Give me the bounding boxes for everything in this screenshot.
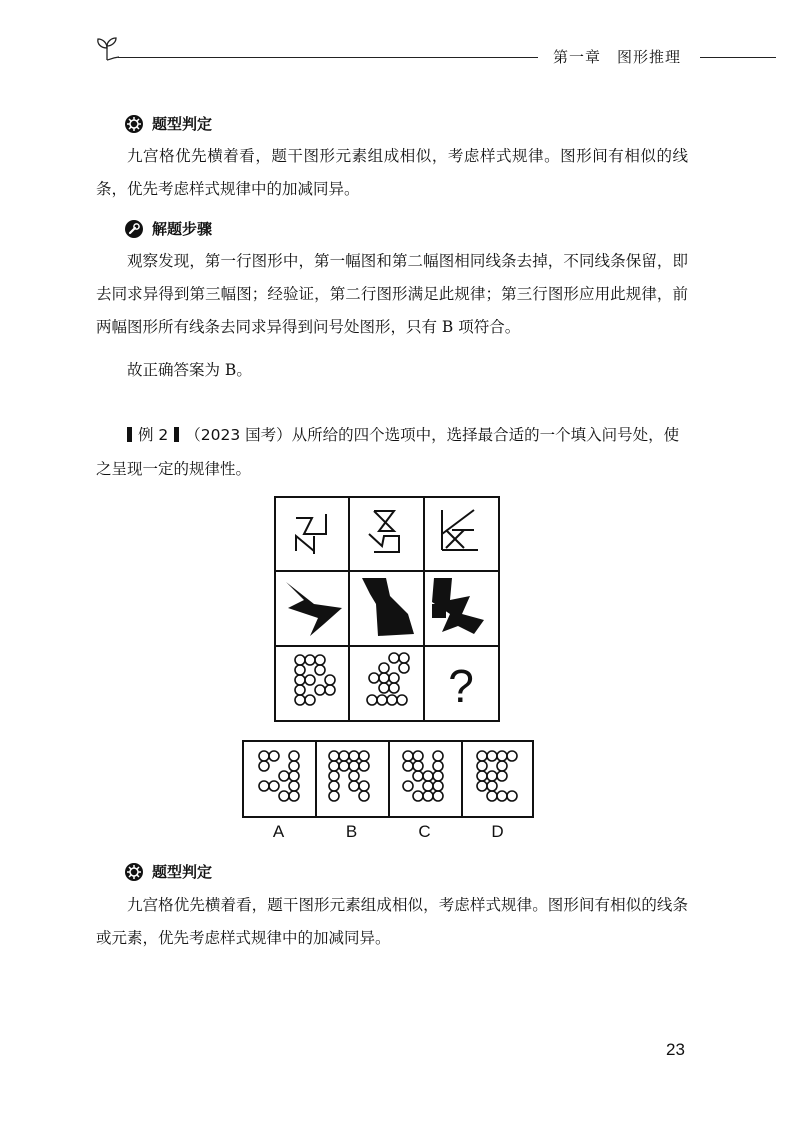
options-strip [242,740,534,818]
paragraph-type-judgement: 九宫格优先横着看，题干图形元素组成相似，考虑样式规律。图形间有相似的线条，优先考虑样式规律中的加减同异。 [96,147,688,198]
example-question [96,418,692,486]
section-title-label: 题型判定 [152,115,213,133]
paragraph-answer: 故正确答案为 B。 [127,361,252,379]
example-marker-right [174,427,179,442]
section-title-type-2 [124,861,212,882]
question-mark: ? [448,660,474,712]
section-title-label: 解题步骤 [152,220,213,238]
puzzle-grid [274,496,500,722]
option-label-a: A [272,822,285,841]
paragraph-type-judgement-2: 九宫格优先横着看，题干图形元素组成相似，考虑样式规律。图形间有相似的线条或元素，优先考虑样式规律中的加减同异。 [96,896,688,947]
section-title-steps [124,218,212,239]
example-label: 例 2 [138,426,169,444]
chapter-title: 第一章 图形推理 [553,48,682,66]
sprout-icon [95,36,119,62]
header-rule-right [700,57,776,58]
example-marker-left [127,427,132,442]
page-number: 23 [666,1040,685,1059]
section-title-type [124,113,212,134]
wrench-icon [124,219,144,239]
option-labels [242,822,534,842]
header-rule [118,57,538,58]
example-question-text: 从所给的四个选项中，选择最合适的一个填入问号处，使之呈现一定的规律性。 [96,426,680,478]
gear-icon [124,114,144,134]
example-source: （2023 国考） [185,426,292,444]
option-label-b: B [345,822,358,841]
section-title-label: 题型判定 [152,863,213,881]
option-label-d: D [491,822,504,841]
paragraph-steps: 观察发现，第一行图形中，第一幅图和第二幅图相同线条去掉，不同线条保留，即去同求异得到第三幅图；经验证，第二行图形满足此规律；第三行图形应用此规律，前两幅图形所有线条去同求异得到问号处图形，只有 B 项符合。 [96,252,688,336]
gear-icon [124,862,144,882]
option-label-c: C [418,822,431,841]
